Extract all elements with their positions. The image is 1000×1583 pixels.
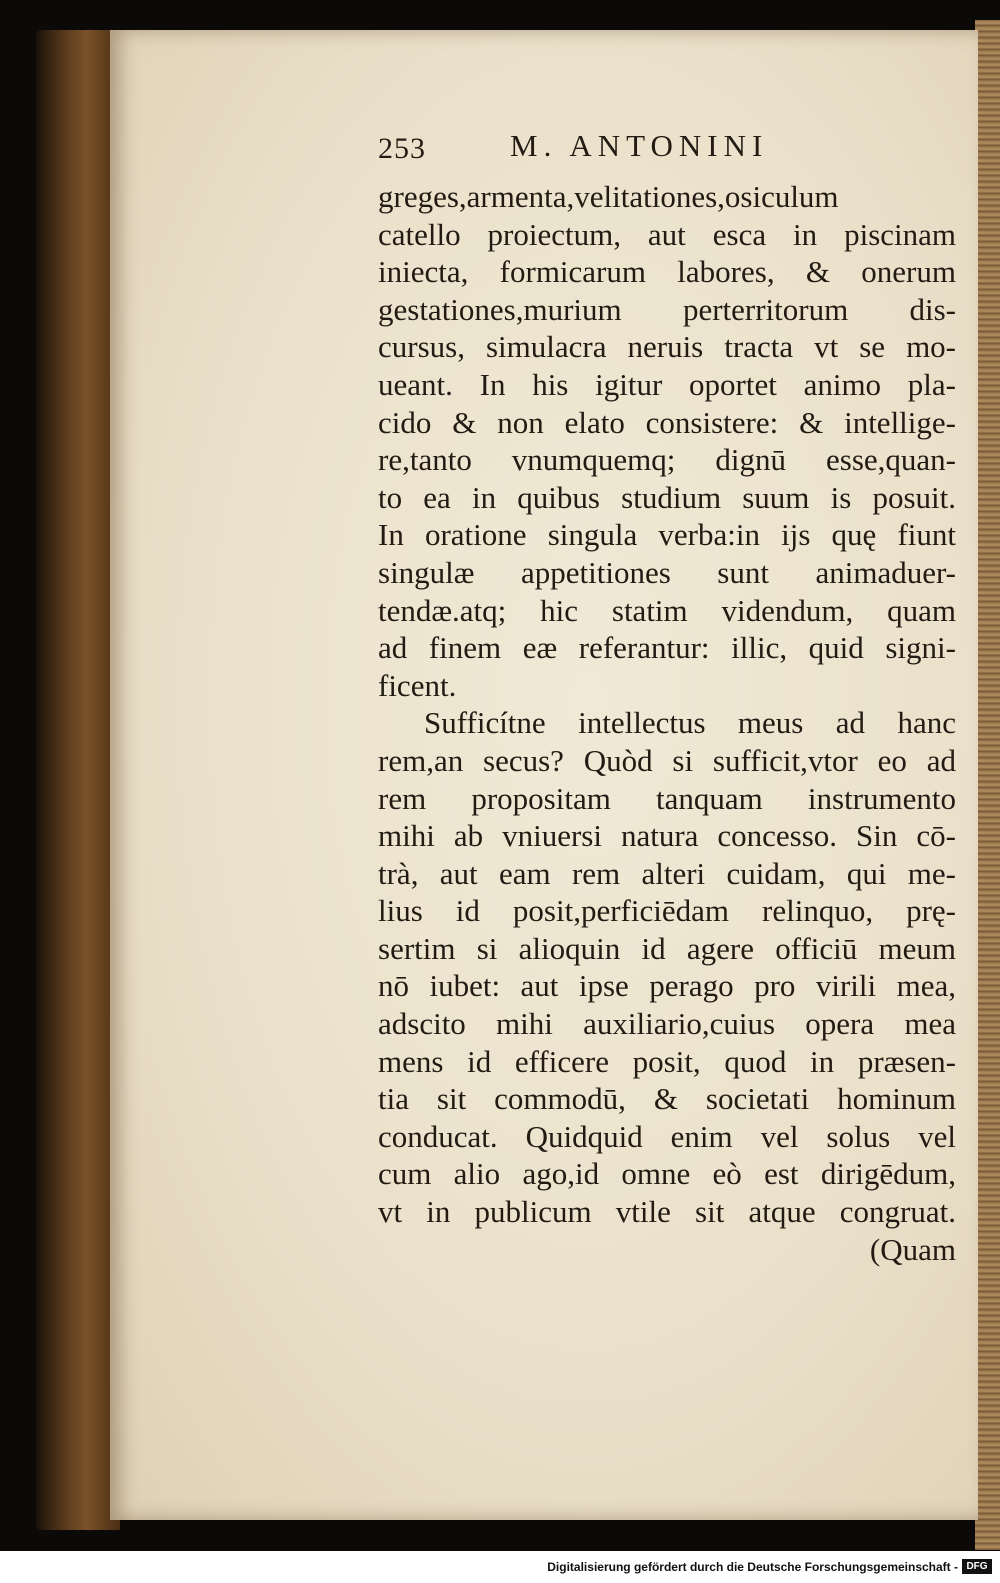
text-line: iniecta, formicarum labores, & onerum — [378, 254, 956, 290]
text-line: ueant. In his igitur oportet animo pla- — [378, 366, 956, 402]
text-line: ad finem eæ referantur: illic, quid signi- — [378, 630, 956, 666]
text-line: to ea in quibus studium suum is posuit. — [378, 479, 956, 515]
text-line: trà, aut eam rem alteri cuidam, qui me- — [378, 855, 956, 891]
text-line: vt in publicum vtile sit atque congruat. — [378, 1194, 956, 1230]
running-title: M. ANTONINI — [510, 128, 769, 163]
text-line: nō iubet: aut ipse perago pro virili mea, — [378, 968, 956, 1004]
page-number: 253 — [378, 132, 426, 165]
text-line: singulæ appetitiones sunt animaduer- — [378, 554, 956, 590]
text-line: gestationes,murium perterritorum dis- — [378, 291, 956, 327]
dfg-logo: DFG — [962, 1559, 992, 1574]
text-line: catello proiectum, aut esca in piscinam — [378, 216, 956, 252]
running-head — [378, 128, 958, 168]
text-line: Sufficítne intellectus meus ad hanc — [424, 705, 956, 741]
text-line: cum alio ago,id omne eò est dirigēdum, — [378, 1156, 956, 1192]
text-line: cursus, simulacra neruis tracta vt se mo- — [378, 329, 956, 365]
text-line: cido & non elato consistere: & intellige- — [378, 404, 956, 440]
text-line: rem propositam tanquam instrumento — [378, 780, 956, 816]
text-line: In oratione singula verba:in ijs quę fiunt — [378, 517, 956, 553]
funding-credit: Digitalisierung gefördert durch die Deutsche Forschungsgemeinschaft - — [547, 1560, 958, 1574]
text-line: adscito mihi auxiliario,cuius opera mea — [378, 1006, 956, 1042]
text-line: mihi ab vniuersi natura concesso. Sin cō- — [378, 818, 956, 854]
body-text — [378, 178, 956, 1268]
paragraph-2 — [378, 704, 956, 1230]
text-line: sertim si alioquin id agere officiū meum — [378, 930, 956, 966]
catchword: (Quam — [869, 1231, 956, 1267]
text-line: conducat. Quidquid enim vel solus vel — [378, 1118, 956, 1154]
text-line: re,tanto vnumquemq; dignū esse,quan- — [378, 442, 956, 478]
text-line: tendæ.atq; hic statim videndum, quam — [378, 592, 956, 628]
digitization-footer — [0, 1551, 1000, 1583]
book-spine-edge — [36, 30, 120, 1530]
text-line: ficent. — [378, 667, 457, 703]
paragraph-1 — [378, 178, 956, 704]
text-line: greges,armenta,velitationes,osiculum — [378, 179, 839, 214]
text-line: tia sit commodū, & societati hominum — [378, 1081, 956, 1117]
text-line: rem,an secus? Quòd si sufficit,vtor eo ad — [378, 742, 956, 778]
text-line: lius id posit,perficiēdam relinquo, prę- — [378, 893, 956, 929]
page-stack-edge — [975, 20, 1000, 1550]
text-line: mens id efficere posit, quod in præsen- — [378, 1043, 956, 1079]
